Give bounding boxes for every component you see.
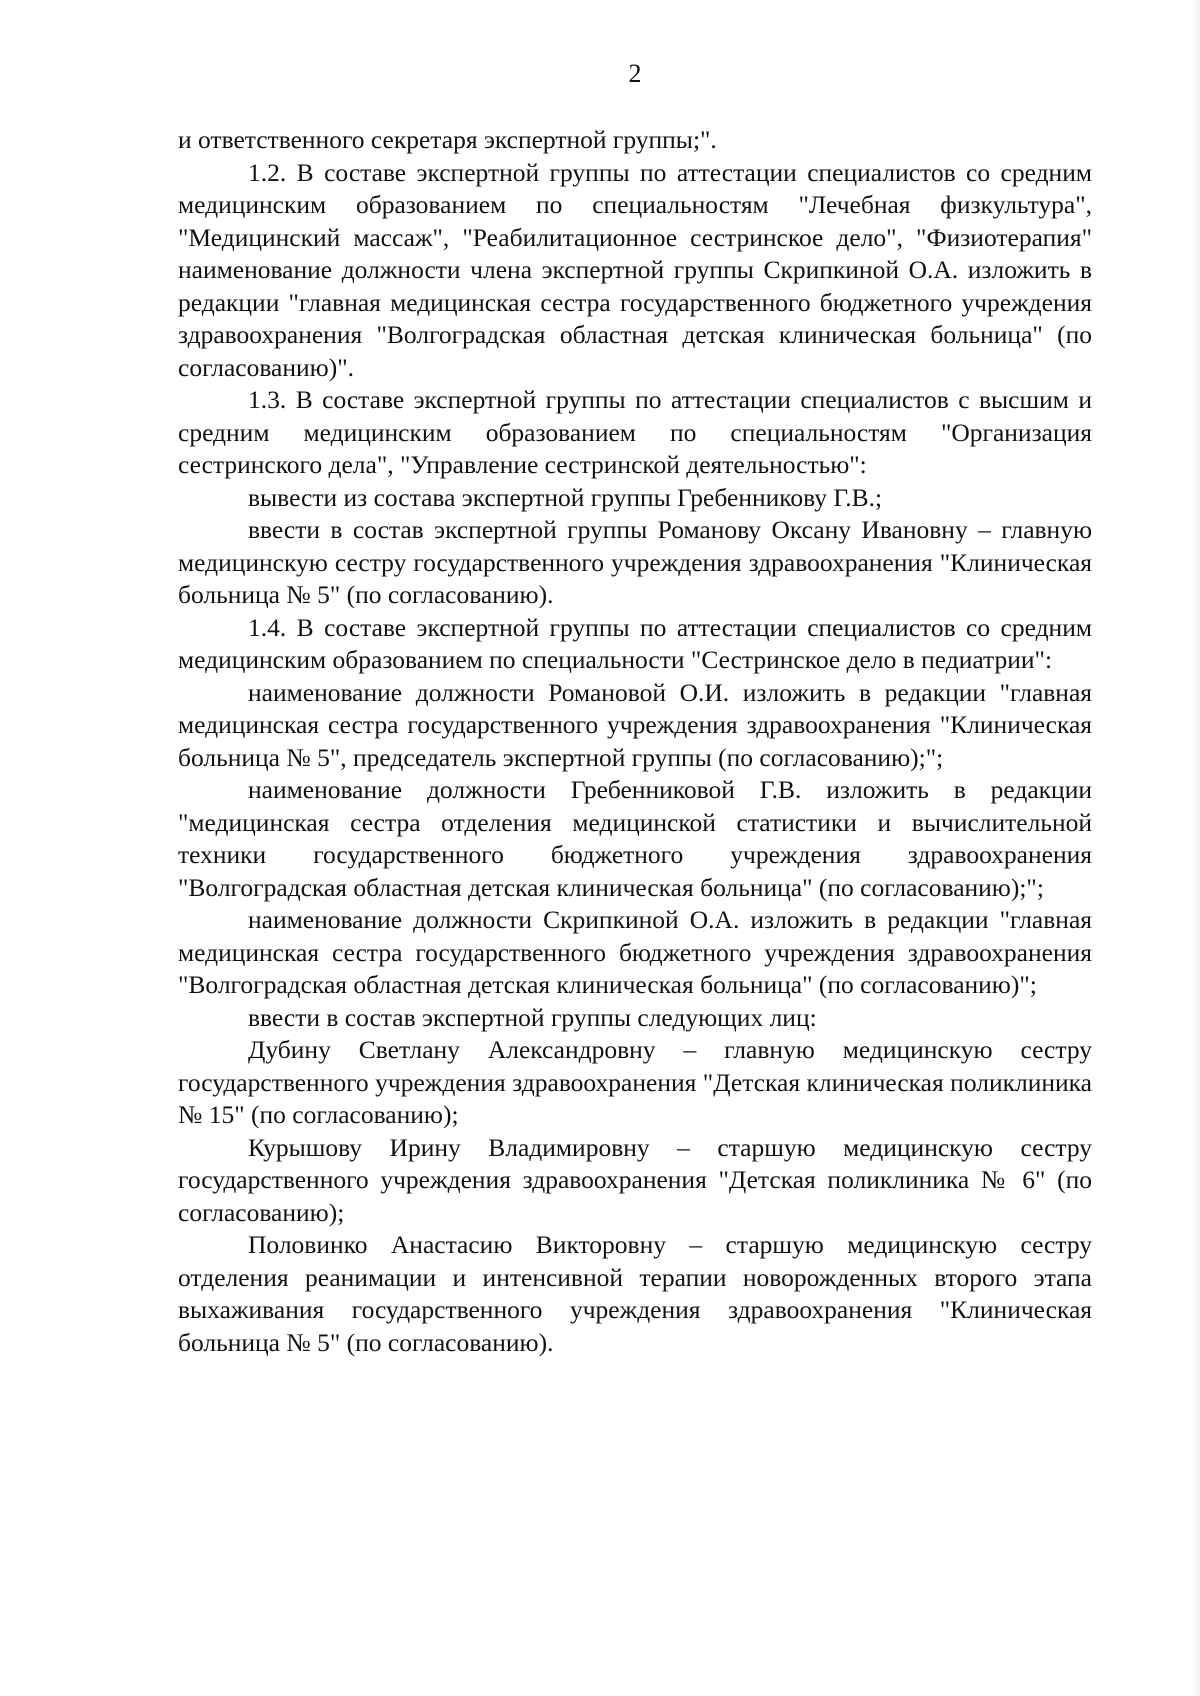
paragraph-1-4-polovinko: Половинко Анастасию Викторовну – старшую медицинскую сестру отделения реанимации и интенсивной терапии новорожденных второго этапа выхаживания государственного учреждения здравоохранения "Клиническая больница № 5" (по согласованию). <box>178 1230 1092 1357</box>
paragraph-1-4-kuryshova: Курышову Ирину Владимировну – старшую медицинскую сестру государственного учреждения здравоохранения "Детская поликлиника № 6" (по согласованию); <box>178 1132 1092 1227</box>
paragraph-1-4-romanova: наименование должности Романовой О.И. изложить в редакции "главная медицинская сестра государственного учреждения здравоохранения "Клиническая больница № 5", председатель экспертной группы (по согласованию);"; <box>178 677 1092 772</box>
paragraph-1-4-grebennikova: наименование должности Гребенниковой Г.В. изложить в редакции "медицинская сестра отделения медицинской статистики и вычислительной техники государственного бюджетного учреждения здравоохранения "Волгоградская областная детская клиническая больница" (по согласованию);"; <box>178 775 1092 902</box>
paragraph-1-3-remove: вывести из состава экспертной группы Гребенникову Г.В.; <box>248 482 883 512</box>
paragraph-1-4-dubina: Дубину Светлану Александровну – главную медицинскую сестру государственного учреждения здравоохранения "Детская клиническая поликлиника № 15" (по согласованию); <box>178 1035 1092 1129</box>
scan-edge <box>1192 0 1200 1696</box>
paragraph-1-continuation: и ответственного секретаря экспертной группы;". <box>178 125 717 154</box>
paragraph-1-4-skripkina: наименование должности Скрипкиной О.А. изложить в редакции "главная медицинская сестра государственного бюджетного учреждения здравоохранения "Волгоградская областная детская клиническая больница" (по согласованию)"; <box>178 905 1092 999</box>
page-number: 2 <box>628 59 642 88</box>
paragraph-1-4-add-intro: ввести в состав экспертной группы следующих лиц: <box>248 1002 817 1032</box>
paragraph-1-4: 1.4. В составе экспертной группы по аттестации специалистов со средним медицинским образованием по специальности "Сестринское дело в педиатрии": <box>178 612 1092 674</box>
paragraph-1-3: 1.3. В составе экспертной группы по аттестации специалистов с высшим и средним медицинским образованием по специальностям "Организация сестринского дела", "Управление сестринской деятельностью": <box>178 385 1092 479</box>
paragraph-1-2: 1.2. В составе экспертной группы по аттестации специалистов со средним медицинским образованием по специальностям "Лечебная физкультура", "Медицинский массаж", "Реабилитационное сестринское дело", "Физиотерапия" наименование должности члена экспертной группы Скрипкиной О.А. изложить в редакции "главная медицинская сестра государственного бюджетного учреждения здравоохранения "Волгоградская областная детская клиническая больница" (по согласованию)". <box>178 157 1092 382</box>
document-body <box>178 124 1092 1359</box>
paragraph-1-3-add: ввести в состав экспертной группы Романову Оксану Ивановну – главную медицинскую сестру государственного учреждения здравоохранения "Клиническая больница № 5" (по согласованию). <box>178 515 1092 609</box>
